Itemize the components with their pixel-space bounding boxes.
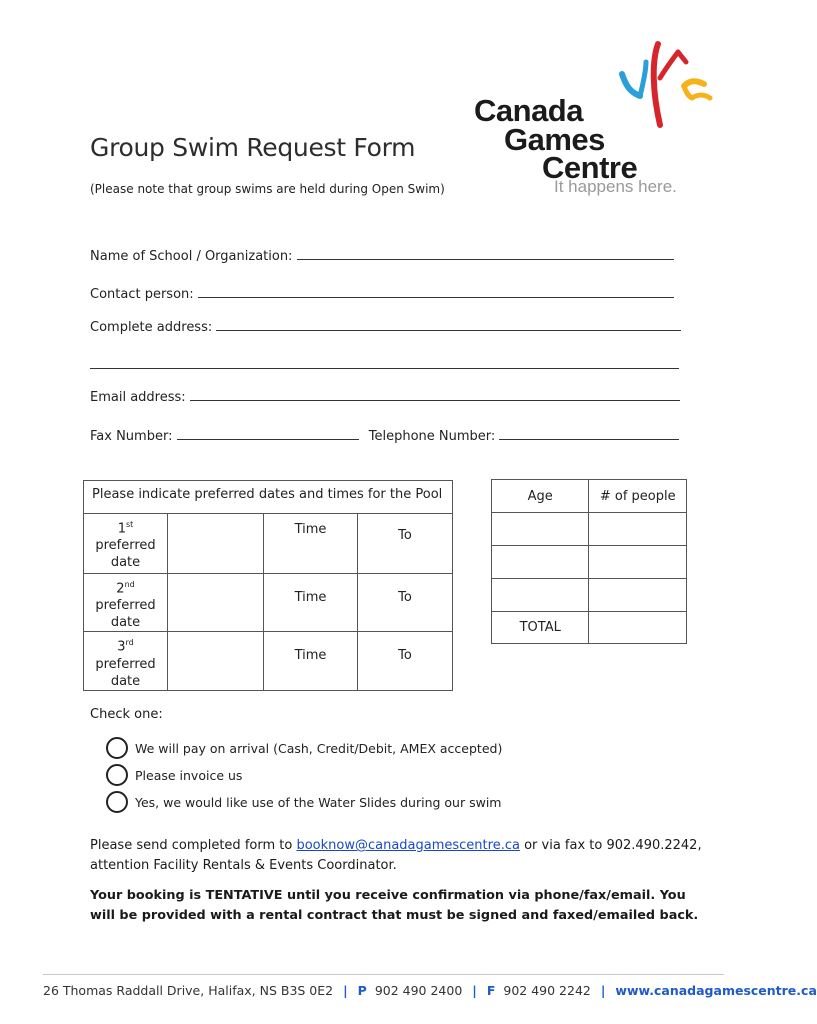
date-input-cell[interactable]	[168, 632, 264, 690]
footer-separator: |	[600, 983, 606, 998]
contact-label: Contact person:	[90, 287, 194, 302]
people-input-cell[interactable]	[589, 579, 687, 612]
option-invoice[interactable]	[106, 764, 242, 786]
people-input-cell[interactable]	[589, 546, 687, 579]
date-input-cell[interactable]	[168, 514, 264, 574]
footer-separator: |	[472, 983, 477, 998]
tentative-notice: Your booking is TENTATIVE until you receive confirmation via phone/fax/email. You will be provided with a rental contract that must be signed and faxed/emailed back.	[90, 888, 699, 923]
age-input-cell[interactable]	[492, 579, 589, 612]
table-row	[84, 632, 453, 690]
total-input-cell[interactable]	[589, 612, 687, 644]
table-row	[492, 480, 687, 513]
contact-field[interactable]	[90, 286, 674, 302]
footer-fax: 902 490 2242	[503, 983, 591, 998]
radio-circle-icon[interactable]	[106, 791, 128, 813]
address-input-line-2[interactable]	[90, 357, 679, 369]
contact-input-line[interactable]	[198, 286, 674, 298]
logo-flame-icon	[600, 40, 715, 130]
send-prefix: Please send completed form to	[90, 838, 297, 853]
address-input-line[interactable]	[216, 319, 681, 331]
organization-label: Name of School / Organization:	[90, 249, 293, 264]
email-label: Email address:	[90, 390, 186, 405]
option-label: Please invoice us	[135, 767, 243, 783]
page-subtitle: (Please note that group swims are held during Open Swim)	[90, 182, 445, 196]
table-row	[492, 579, 687, 612]
footer-separator: |	[343, 983, 348, 998]
date-input-cell[interactable]	[168, 574, 264, 632]
table-row	[84, 514, 453, 574]
telephone-input-line[interactable]	[499, 428, 679, 440]
email-input-line[interactable]	[190, 389, 680, 401]
time-label: Time	[264, 514, 358, 574]
preferred-dates-header: Please indicate preferred dates and times for the Pool	[84, 481, 453, 514]
total-label: TOTAL	[492, 612, 589, 644]
radio-circle-icon[interactable]	[106, 737, 128, 759]
option-label: We will pay on arrival (Cash, Credit/Debit, AMEX accepted)	[135, 740, 503, 756]
option-pay-on-arrival[interactable]	[106, 737, 502, 759]
age-input-cell[interactable]	[492, 546, 589, 579]
footer-phone: 902 490 2400	[374, 983, 463, 998]
footer-website-link[interactable]: www.canadagamescentre.ca	[615, 983, 817, 998]
address-label: Complete address:	[90, 320, 213, 335]
to-label: To	[358, 514, 453, 574]
booking-email-link[interactable]: booknow@canadagamescentre.ca	[296, 838, 520, 853]
logo-tagline: It happens here.	[554, 177, 677, 196]
address-field[interactable]	[90, 319, 681, 335]
people-header: # of people	[589, 480, 687, 513]
telephone-label: Telephone Number:	[368, 429, 496, 444]
footer-address: 26 Thomas Raddall Drive, Halifax, NS B3S 0E2	[43, 983, 334, 998]
logo-line-centre: Centre	[542, 150, 638, 185]
email-field[interactable]	[90, 389, 680, 405]
fax-phone-row	[90, 428, 679, 444]
to-label: To	[358, 632, 453, 690]
people-input-cell[interactable]	[589, 513, 687, 546]
age-input-cell[interactable]	[492, 513, 589, 546]
preferred-date-label: 1st preferred date	[84, 514, 168, 574]
fax-label: Fax Number:	[90, 429, 173, 444]
logo-line-games: Games	[504, 122, 605, 157]
table-row	[492, 513, 687, 546]
preferred-date-label: 2nd preferred date	[84, 574, 168, 632]
time-label: Time	[264, 574, 358, 632]
table-row	[492, 612, 687, 644]
preferred-dates-table	[83, 480, 453, 691]
logo-line-canada: Canada	[474, 93, 583, 128]
fax-input-line[interactable]	[177, 428, 359, 440]
time-label: Time	[264, 632, 358, 690]
option-label: Yes, we would like use of the Water Slides during our swim	[135, 794, 502, 810]
logo	[470, 40, 720, 200]
check-one-label: Check one:	[90, 707, 163, 722]
age-header: Age	[492, 480, 589, 513]
option-water-slides[interactable]	[106, 791, 501, 813]
radio-circle-icon[interactable]	[106, 764, 128, 786]
age-table	[491, 479, 687, 644]
organization-input-line[interactable]	[297, 248, 674, 260]
address-field-line-2[interactable]	[90, 357, 679, 373]
footer-phone-label: P	[357, 983, 367, 998]
preferred-date-label: 3rd preferred date	[84, 632, 168, 690]
table-row	[84, 574, 453, 632]
send-instructions	[90, 836, 710, 876]
footer	[43, 983, 817, 998]
table-row	[492, 546, 687, 579]
to-label: To	[358, 574, 453, 632]
organization-field[interactable]	[90, 248, 674, 264]
page-title: Group Swim Request Form	[90, 133, 416, 162]
footer-fax-label: F	[486, 983, 496, 998]
footer-divider	[43, 974, 724, 975]
send-suffix: or via fax to 902.490.2242, attention Facility Rentals & Events Coordinator.	[90, 838, 702, 873]
